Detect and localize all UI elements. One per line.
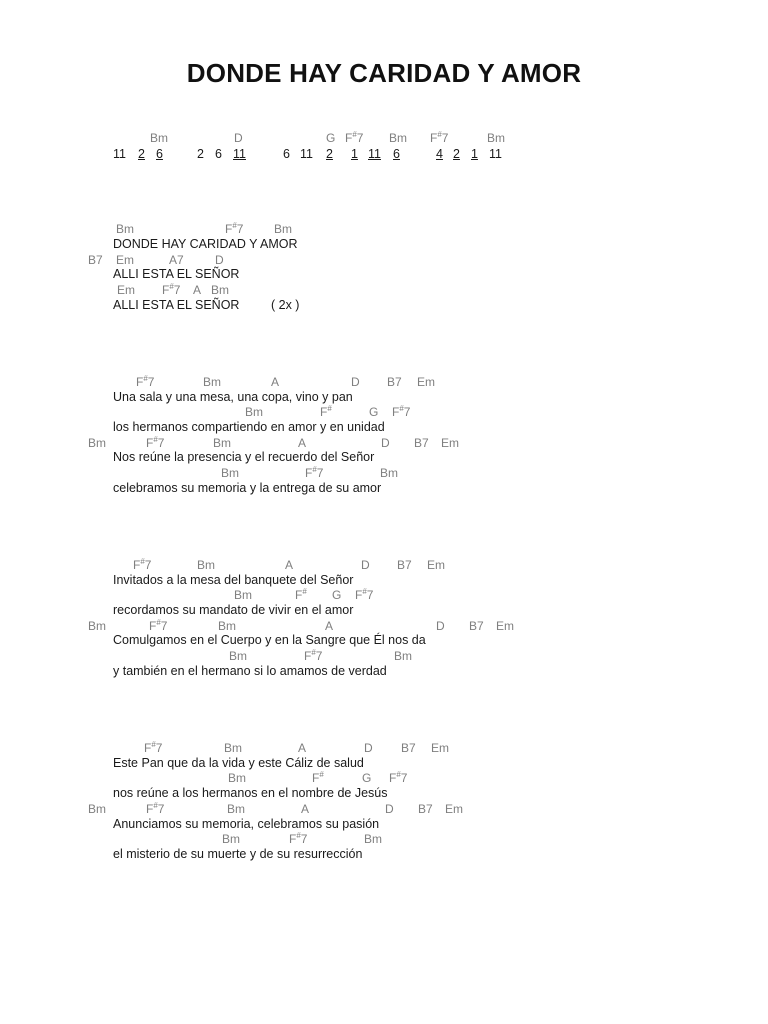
lyric-line: Anunciamos su memoria, celebramos su pasión: [113, 817, 380, 831]
chord: Bm: [88, 802, 106, 816]
chord: D: [381, 436, 390, 450]
chord: B7: [401, 741, 416, 755]
chord: Em: [417, 375, 435, 389]
lyric-line: ALLI ESTA EL SEÑOR: [113, 267, 240, 281]
chord: Em: [427, 558, 445, 572]
intro-number: 11: [368, 147, 381, 161]
chord: Bm: [364, 832, 382, 846]
intro-number: 6: [215, 147, 222, 161]
intro-number: 4: [436, 147, 443, 161]
chord: Bm: [213, 436, 231, 450]
song-title: DONDE HAY CARIDAD Y AMOR: [186, 58, 582, 88]
chord: G: [326, 131, 336, 145]
intro-number: 11: [113, 147, 126, 161]
chord: B7: [397, 558, 412, 572]
chord: F#7: [162, 282, 181, 297]
chord: Bm: [197, 558, 215, 572]
chord: D: [361, 558, 370, 572]
chord: Bm: [389, 131, 407, 145]
chord: Bm: [228, 771, 246, 785]
chord: Bm: [380, 466, 398, 480]
chord: F#7: [149, 618, 168, 633]
chord: D: [385, 802, 394, 816]
intro-number: 6: [156, 147, 163, 161]
chord: Em: [431, 741, 449, 755]
lyric-line: Invitados a la mesa del banquete del Señor: [113, 573, 354, 587]
intro-number: 2: [326, 147, 333, 161]
chord: Em: [117, 283, 135, 297]
chord: Bm: [394, 649, 412, 663]
chord: B7: [387, 375, 402, 389]
chord: Em: [496, 619, 514, 633]
chord: Bm: [222, 832, 240, 846]
chord: B7: [414, 436, 429, 450]
chord: Bm: [224, 741, 242, 755]
chord: G: [332, 588, 342, 602]
chord: F#7: [133, 557, 152, 572]
chord: A: [271, 375, 280, 389]
chord: F#7: [146, 435, 165, 450]
chord: Bm: [234, 588, 252, 602]
intro-number: 6: [393, 147, 400, 161]
chord: A: [285, 558, 294, 572]
chord: Bm: [203, 375, 221, 389]
lyric-line: y también en el hermano si lo amamos de verdad: [113, 664, 387, 678]
chord: Em: [116, 253, 134, 267]
chord: A: [325, 619, 334, 633]
chord: Bm: [245, 405, 263, 419]
lyric-line: los hermanos compartiendo en amor y en unidad: [113, 420, 385, 434]
chord: F#7: [289, 831, 308, 846]
chord: A: [298, 436, 307, 450]
chord: B7: [469, 619, 484, 633]
intro-number: 11: [489, 147, 502, 161]
chord: Bm: [150, 131, 168, 145]
lyric-line: Comulgamos en el Cuerpo y en la Sangre que Él nos da: [113, 633, 426, 647]
chord: F#7: [355, 587, 374, 602]
chord: F#: [295, 587, 307, 602]
chord: Bm: [221, 466, 239, 480]
lyric-line: Nos reúne la presencia y el recuerdo del Señor: [113, 450, 375, 464]
chord: Bm: [211, 283, 229, 297]
chord: G: [362, 771, 372, 785]
chord: B7: [88, 253, 103, 267]
lyric-line: Una sala y una mesa, una copa, vino y pan: [113, 390, 353, 404]
chord: F#7: [430, 130, 449, 145]
chord: Bm: [229, 649, 247, 663]
lyric-line: el misterio de su muerte y de su resurrección: [113, 847, 363, 861]
lyric-line: ALLI ESTA EL SEÑOR: [113, 298, 240, 312]
chord: F#7: [389, 770, 408, 785]
intro-number: 11: [300, 147, 313, 161]
chord: B7: [418, 802, 433, 816]
chord: A: [301, 802, 310, 816]
intro-number: 2: [138, 147, 145, 161]
intro-number: 2: [197, 147, 204, 161]
intro-number: 6: [283, 147, 290, 161]
chord: D: [351, 375, 360, 389]
chord: F#7: [392, 404, 411, 419]
chord: Bm: [88, 436, 106, 450]
repeat-marker: ( 2x ): [271, 298, 300, 312]
chord: F#7: [225, 221, 244, 236]
chord: Bm: [274, 222, 292, 236]
intro-number: 2: [453, 147, 460, 161]
chord: Bm: [227, 802, 245, 816]
chord: Bm: [218, 619, 236, 633]
chord: A: [193, 283, 202, 297]
chord: F#7: [305, 465, 324, 480]
chord: Bm: [88, 619, 106, 633]
chord: F#7: [146, 801, 165, 816]
lyric-line: DONDE HAY CARIDAD Y AMOR: [113, 237, 298, 251]
chord: Em: [445, 802, 463, 816]
lyric-line: nos reúne a los hermanos en el nombre de Jesús: [113, 786, 388, 800]
chord: Bm: [487, 131, 505, 145]
chord: D: [436, 619, 445, 633]
lyric-line: recordamos su mandato de vivir en el amor: [113, 603, 354, 617]
lyric-line: celebramos su memoria y la entrega de su amor: [113, 481, 382, 495]
chord: D: [234, 131, 243, 145]
chord: F#: [320, 404, 332, 419]
intro-number: 1: [351, 147, 358, 161]
chord: F#7: [304, 648, 323, 663]
intro-number: 1: [471, 147, 478, 161]
chord: G: [369, 405, 379, 419]
chord: F#: [312, 770, 324, 785]
chord: Em: [441, 436, 459, 450]
chord: A: [298, 741, 307, 755]
chord: D: [364, 741, 373, 755]
chord: F#7: [345, 130, 364, 145]
intro-number: 11: [233, 147, 246, 161]
chord: Bm: [116, 222, 134, 236]
chord: A7: [169, 253, 184, 267]
lyric-line: Este Pan que da la vida y este Cáliz de salud: [113, 756, 364, 770]
chord: D: [215, 253, 224, 267]
chord: F#7: [144, 740, 163, 755]
chord: F#7: [136, 374, 155, 389]
